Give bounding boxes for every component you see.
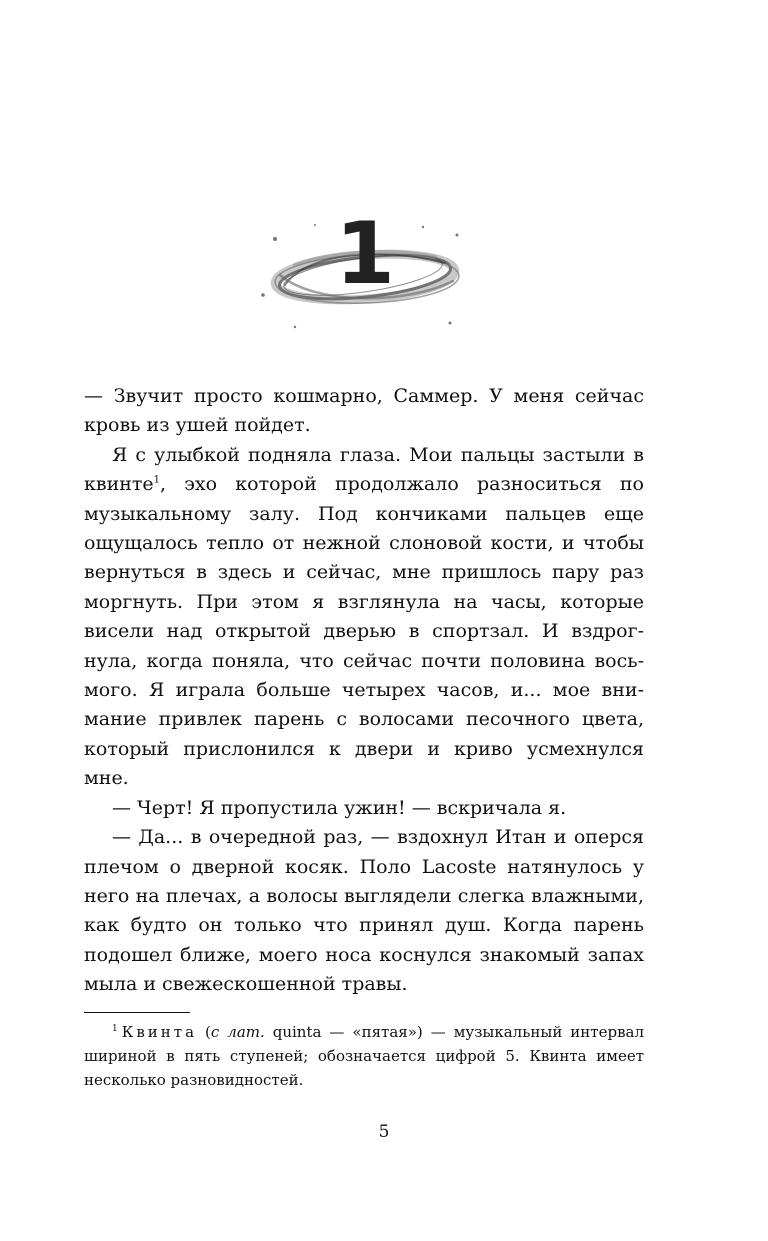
footnote-divider: [84, 1012, 190, 1013]
paragraph-text: Я с улыбкой подняла глаза. Мои пальцы застыли в квинте: [84, 443, 644, 496]
paragraph: — Звучит просто кошмарно, Саммер. У меня сейчас кровь из ушей пойдет.: [84, 385, 644, 437]
page-number: 5: [378, 1122, 390, 1142]
chapter-heading: [255, 205, 475, 345]
footnote: $^1$ Квинта (с лат. quinta — «пятая») — музыкальный интервал шириной в пять ступеней; обозначается цифрой 5. Квинта имеет несколько разновидностей.: [84, 1023, 644, 1089]
body-text: [84, 382, 644, 1000]
paragraph-text: , эхо которой продолжало разноситься по музыкальному залу. Под кончиками пальцев еще ощущалось тепло от нежной слоновой кости, и чтобы вернуться в здесь и сейчас, мне пришлось пару раз моргнуть. При этом я взглянула на часы, которые висели над открытой дверью в спортзал. И вздрогнула, когда поняла, что сейчас почти половина восьмого. Я играла больше четырех часов, и... мое внимание привлек парень с волосами песочного цвета, который прислонился к двери и криво усмехнулся мне.: [84, 473, 644, 790]
footnote-reference[interactable]: 1: [153, 474, 161, 486]
footnote-term: Квинта: [121, 1023, 198, 1041]
footnote-number: 1: [112, 1024, 118, 1034]
footnote-text: quinta — «пятая») — музыкальный интервал шириной в пять ступеней; обозначается цифрой 5. Квинта имеет несколько разновидностей.: [84, 1023, 644, 1089]
footnote-source: с лат.: [210, 1023, 265, 1041]
paragraph: — Да... в очередной раз, — вздохнул Итан и оперся плечом о дверной косяк. Поло Lacoste натянулось у него на плечах, а волосы выглядели слегка влажными, как будто он только что принял душ. Когда парень подошел ближе, моего носа коснулся знакомый запах мыла и свежескошенной травы.: [84, 826, 644, 996]
chapter-number: 1: [335, 204, 395, 304]
paragraph: [84, 441, 644, 794]
paragraph: — Черт! Я пропустила ужин! — вскричала я.: [112, 796, 567, 819]
